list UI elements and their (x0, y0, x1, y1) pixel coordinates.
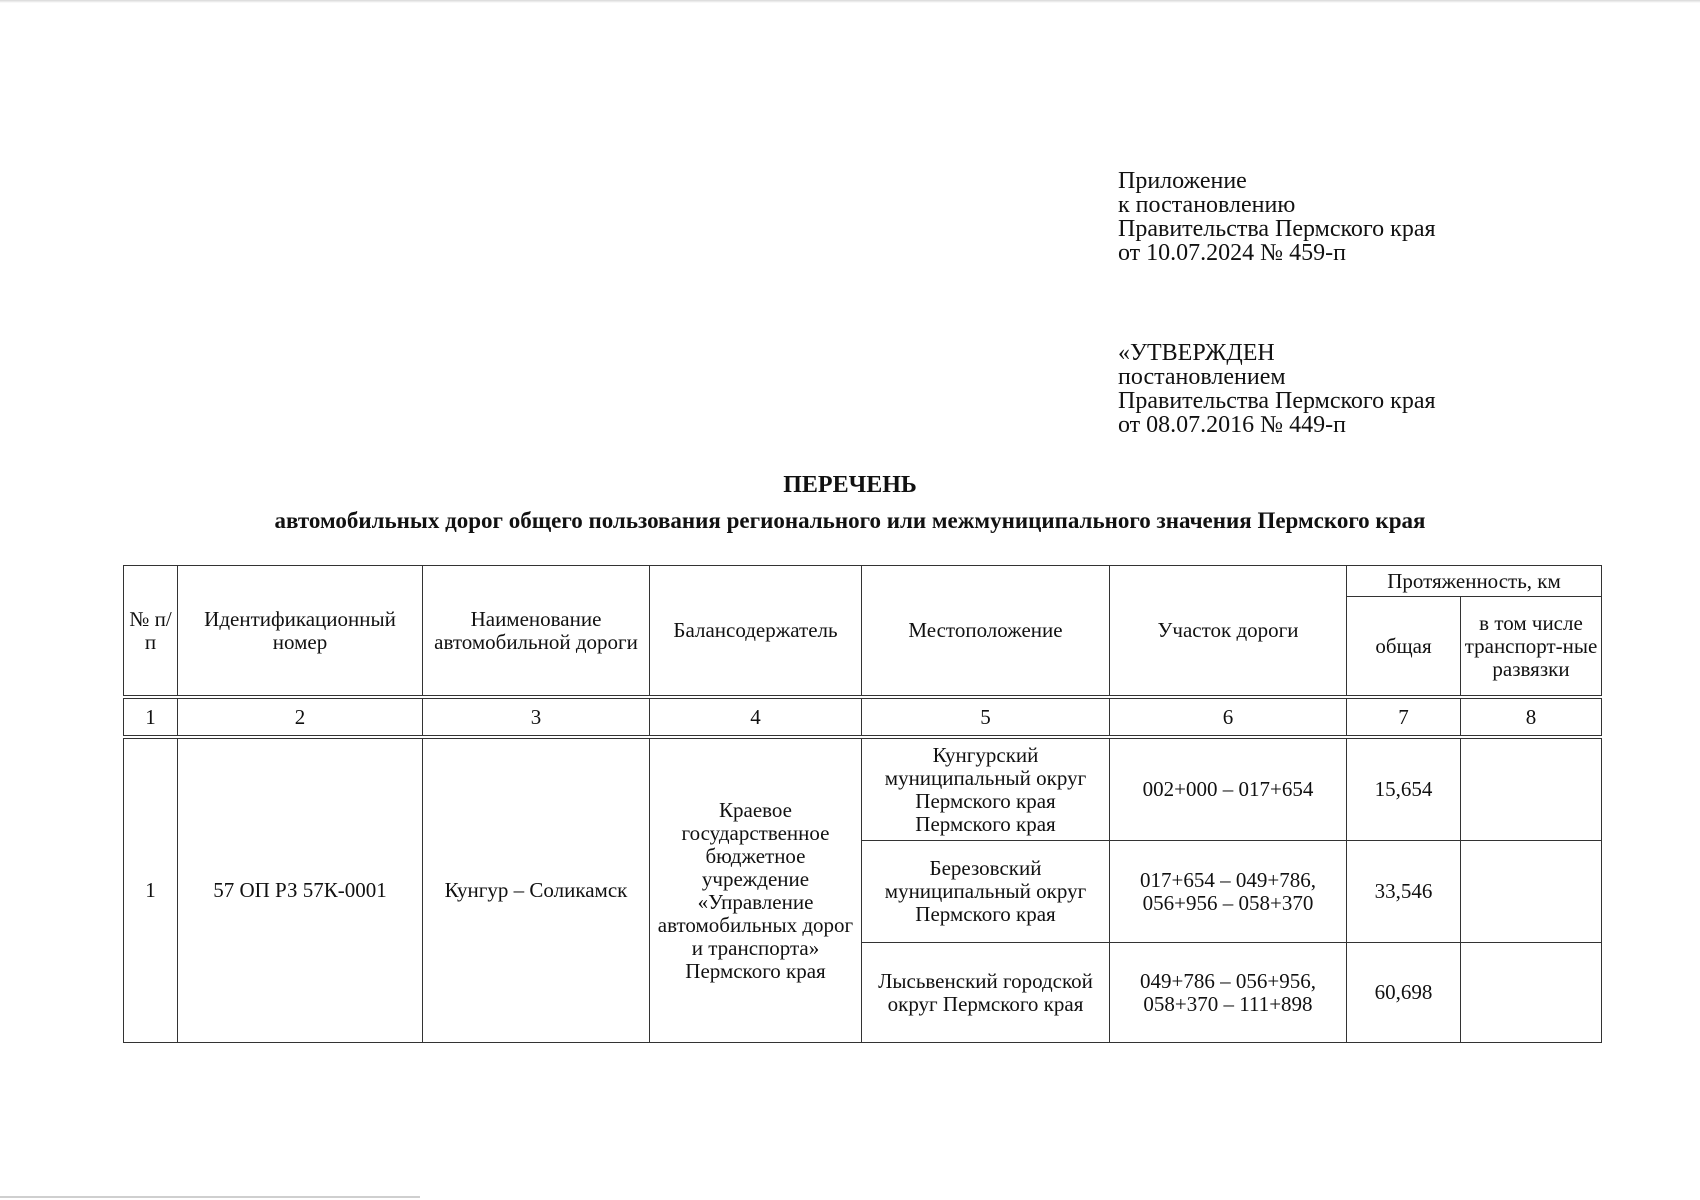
road-name: Кунгур – Соликамск (423, 737, 650, 1043)
header-number: № п/п (124, 566, 178, 698)
road-holder: Краевое государственное бюджетное учреждение «Управление автомобильных дорог и транспорта» Пермского края (650, 737, 862, 1043)
header-id: Идентификационный номер (178, 566, 423, 698)
section-location: Лысьвенский городской округ Пермского края (862, 943, 1110, 1043)
approval-line: «УТВЕРЖДЕН (1118, 340, 1275, 366)
section-segment: 049+786 – 056+956, 058+370 – 111+898 (1110, 943, 1347, 1043)
section-interchanges (1461, 943, 1602, 1043)
appendix-block (1118, 169, 1436, 265)
appendix-line: к постановлению (1118, 192, 1296, 218)
column-number: 5 (862, 697, 1110, 737)
header-location: Местоположение (862, 566, 1110, 698)
section-segment: 017+654 – 049+786, 056+956 – 058+370 (1110, 841, 1347, 943)
header-section: Участок дороги (1110, 566, 1347, 698)
header-length-total: общая (1347, 597, 1461, 698)
header-length: Протяженность, км (1347, 566, 1602, 597)
section-interchanges (1461, 841, 1602, 943)
section-length-total: 60,698 (1347, 943, 1461, 1043)
column-number: 4 (650, 697, 862, 737)
header-length-interchanges: в том числе транспорт-ные развязки (1461, 597, 1602, 698)
scan-edge (0, 1196, 420, 1198)
road-id: 57 ОП РЗ 57К-0001 (178, 737, 423, 1043)
column-number: 2 (178, 697, 423, 737)
column-number: 6 (1110, 697, 1347, 737)
header-holder: Балансодержатель (650, 566, 862, 698)
column-number: 1 (124, 697, 178, 737)
appendix-line: от 10.07.2024 № 459-п (1118, 240, 1346, 266)
section-segment: 002+000 – 017+654 (1110, 737, 1347, 841)
scan-edge (0, 0, 1700, 3)
header-road-name: Наименование автомобильной дороги (423, 566, 650, 698)
column-number-row (124, 697, 1602, 737)
column-number: 7 (1347, 697, 1461, 737)
roads-table (123, 565, 1602, 1043)
approval-line: от 08.07.2016 № 449-п (1118, 412, 1346, 438)
document-title: ПЕРЕЧЕНЬ (783, 472, 917, 498)
approval-line: Правительства Пермского края (1118, 388, 1436, 414)
section-length-total: 33,546 (1347, 841, 1461, 943)
appendix-line: Приложение (1118, 168, 1247, 194)
section-location: Кунгурский муниципальный округ Пермского края Пермского края (862, 737, 1110, 841)
section-location: Березовский муниципальный округ Пермского края (862, 841, 1110, 943)
approval-block (1118, 341, 1436, 437)
section-length-total: 15,654 (1347, 737, 1461, 841)
column-number: 3 (423, 697, 650, 737)
table-row (124, 737, 1602, 841)
approval-line: постановлением (1118, 364, 1286, 390)
appendix-line: Правительства Пермского края (1118, 216, 1436, 242)
column-number: 8 (1461, 697, 1602, 737)
section-interchanges (1461, 737, 1602, 841)
document-subtitle: автомобильных дорог общего пользования регионального или межмуниципального значения Пермского края (274, 508, 1426, 533)
row-number: 1 (124, 737, 178, 1043)
